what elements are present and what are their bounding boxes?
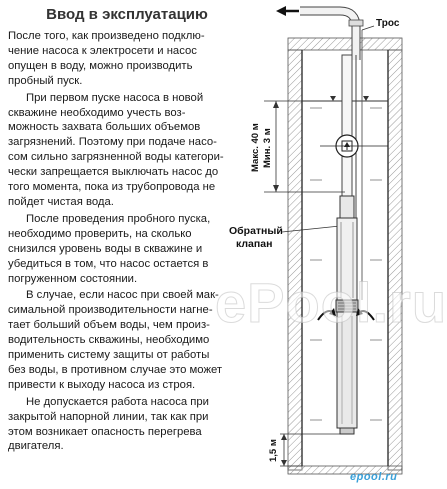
rope [362, 26, 374, 300]
dimension-depth [264, 101, 345, 192]
valve-label-line2: клапан [236, 238, 273, 250]
paragraph-1: После того, как произведено подклю-чение насоса к электросети и насос опущен в воду, можно производить пробный пуск. [8, 30, 205, 87]
bottom-clearance-label: 1,5 м [268, 439, 279, 462]
min-depth-label: Мин. 3 м [262, 128, 273, 168]
check-valve [320, 135, 388, 157]
outlet-pipe [300, 11, 363, 60]
max-depth-label: Макс. 40 м [250, 123, 261, 172]
paragraph-5: Не допускается работа насоса при закрытой напорной линии, так как при этом возникает опасность перегрева двигателя. [8, 395, 209, 453]
paragraph-4: В случае, если насос при своей мак-симальной производительности нагне-тает больший объем воды, чем произ-водительность скважины, необходимо применить систему защиты от работы без воды, в противном случае это может привести к выходу насоса из строя. [8, 289, 223, 391]
rope-label: Трос [376, 18, 400, 29]
paragraph-3: После проведения пробного пуска, необходимо проверить, на сколько снизился уровень воды в скважине и убедиться в том, что насос остается в погруженном состоянии. [8, 212, 211, 285]
valve-label-line1: Обратный [229, 225, 283, 237]
page-title: Ввод в эксплуатацию [46, 6, 208, 23]
watermark: ePool.ru [215, 271, 447, 334]
site-logo: epool.ru [350, 471, 398, 483]
paragraph-2: При первом пуске насоса в новой скважине необходимо учесть воз-можность захвата больших объемов загрязнений. Поэтому при подаче насо-сом сильно загрязненной воды категори-чески запрещается выключать насос до того момента, пока из трубопровода не пойдет чистая вода. [8, 91, 224, 208]
flow-arrow-icon [276, 6, 299, 16]
